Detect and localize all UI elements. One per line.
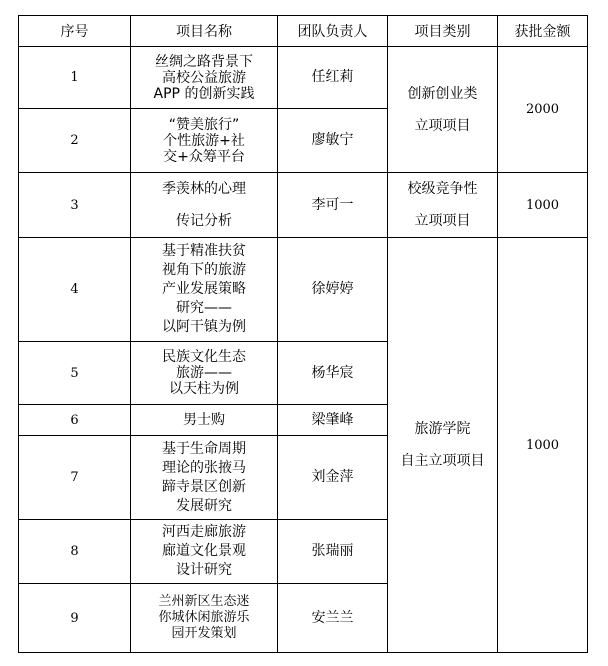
header-amount: 获批金额 <box>498 16 588 47</box>
row-leader: 李可一 <box>278 173 388 238</box>
row-leader: 任红莉 <box>278 47 388 109</box>
row-no: 7 <box>19 436 131 520</box>
row-no: 1 <box>19 47 131 109</box>
row-project-name: “赞美旅行” 个性旅游+社 交+众筹平台 <box>131 109 278 173</box>
row-amount: 1000 <box>498 173 588 238</box>
row-no: 2 <box>19 109 131 173</box>
header-no: 序号 <box>19 16 131 47</box>
row-no: 3 <box>19 173 131 238</box>
table-row <box>19 238 588 342</box>
row-no: 5 <box>19 342 131 405</box>
row-project-name: 民族文化生态 旅游—— 以天柱为例 <box>131 342 278 405</box>
row-category: 旅游学院 自主立项项目 <box>388 238 498 653</box>
row-no: 6 <box>19 405 131 436</box>
row-amount: 2000 <box>498 47 588 173</box>
row-project-name: 季羡林的心理 传记分析 <box>131 173 278 238</box>
row-project-name: 基于精准扶贫 视角下的旅游 产业发展策略 研究—— 以阿干镇为例 <box>131 238 278 342</box>
header-category: 项目类别 <box>388 16 498 47</box>
row-leader: 张瑞丽 <box>278 520 388 584</box>
row-no: 9 <box>19 584 131 653</box>
row-amount: 1000 <box>498 238 588 653</box>
table-row <box>19 173 588 238</box>
row-leader: 徐婷婷 <box>278 238 388 342</box>
row-leader: 杨华宸 <box>278 342 388 405</box>
row-project-name: 河西走廊旅游 廊道文化景观 设计研究 <box>131 520 278 584</box>
row-no: 4 <box>19 238 131 342</box>
header-project-name: 项目名称 <box>131 16 278 47</box>
row-no: 8 <box>19 520 131 584</box>
row-leader: 梁肇峰 <box>278 405 388 436</box>
row-leader: 廖敏宁 <box>278 109 388 173</box>
row-category: 创新创业类 立项项目 <box>388 47 498 173</box>
row-project-name: 基于生命周期 理论的张掖马 蹄寺景区创新 发展研究 <box>131 436 278 520</box>
row-leader: 安兰兰 <box>278 584 388 653</box>
row-project-name: 男士购 <box>131 405 278 436</box>
row-leader: 刘金萍 <box>278 436 388 520</box>
row-project-name: 兰州新区生态迷 你城休闲旅游乐 园开发策划 <box>131 584 278 653</box>
row-category: 校级竞争性 立项项目 <box>388 173 498 238</box>
row-project-name: 丝绸之路背景下 高校公益旅游 APP 的创新实践 <box>131 47 278 109</box>
project-table <box>18 15 588 653</box>
header-row <box>19 16 588 47</box>
header-team-leader: 团队负责人 <box>278 16 388 47</box>
table-row <box>19 47 588 109</box>
